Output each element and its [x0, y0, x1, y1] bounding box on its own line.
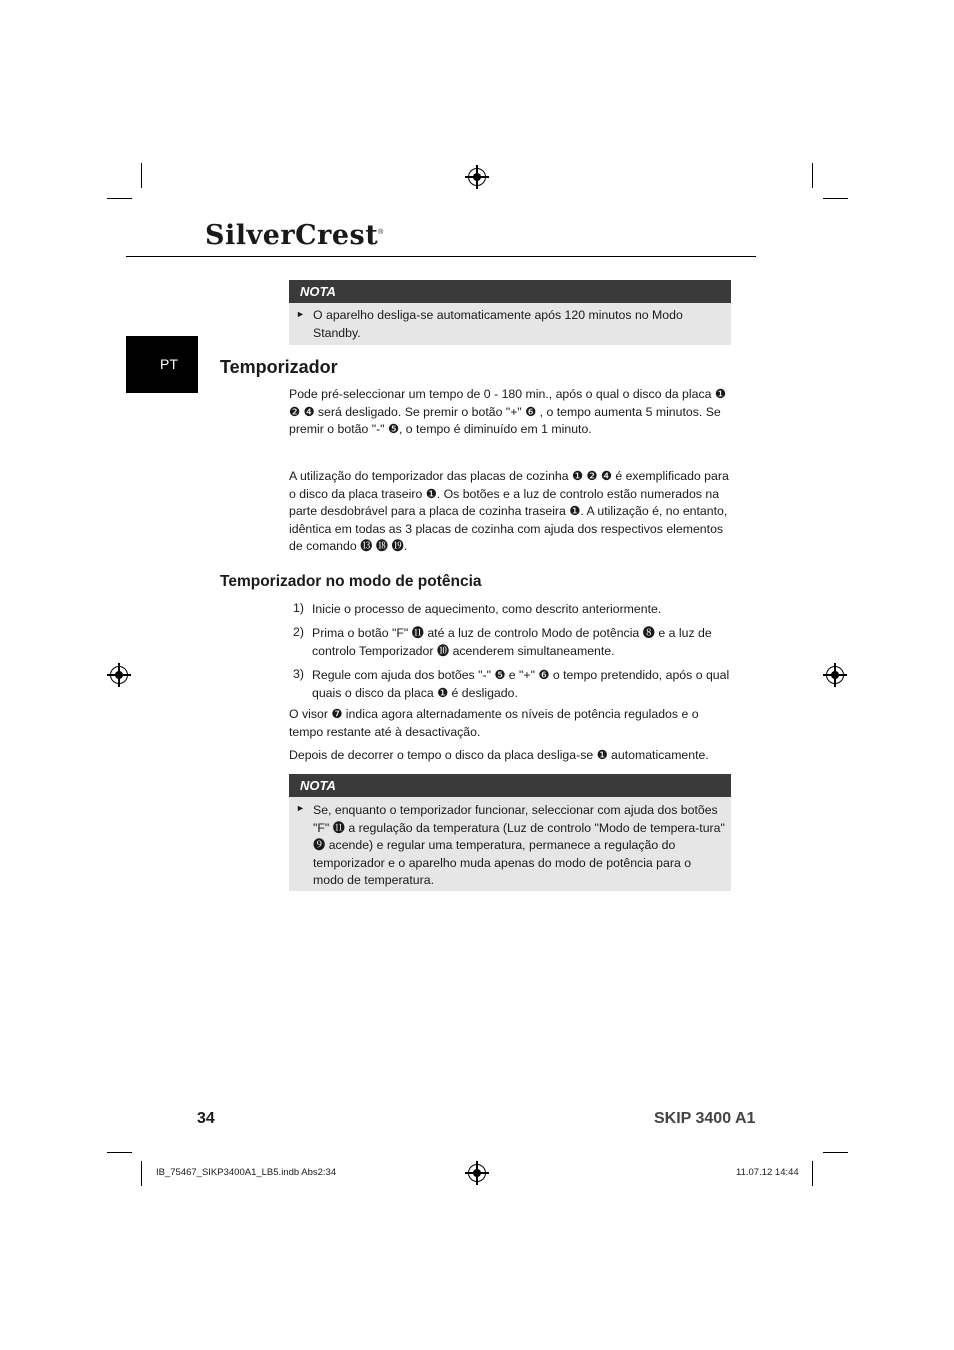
crop-mark [812, 1161, 813, 1186]
paragraph: Pode pré-seleccionar um tempo de 0 - 180 min., após o qual o disco da placa ❶ ❷ ❹ será desligado. Se premir o botão "+" ❻ , o tempo aumenta 5 minutos. Se premir o botão "-" ❺, o tempo é diminuído em 1 minuto. [289, 387, 726, 436]
section-title-power-timer: Temporizador no modo de potência [220, 573, 482, 590]
note-text: O aparelho desliga-se automaticamente após 120 minutos no Modo Standby. [313, 308, 683, 340]
print-slug-file: IB_75467_SIKP3400A1_LB5.indb Abs2:34 [156, 1167, 337, 1178]
registration-mark-icon [468, 168, 486, 186]
step-number: 1) [293, 601, 304, 615]
crop-mark [823, 198, 848, 199]
section-title-timer: Temporizador [220, 357, 338, 377]
crop-mark [141, 163, 142, 188]
paragraph: Depois de decorrer o tempo o disco da placa desliga-se ❶ automaticamente. [289, 748, 709, 762]
header-divider [126, 256, 756, 257]
note-header [289, 774, 731, 797]
brand-logo [205, 220, 384, 251]
bullet-arrow-icon: ► [296, 803, 305, 813]
bullet-arrow-icon: ► [296, 309, 305, 319]
language-tab [126, 336, 198, 393]
crop-mark [141, 1161, 142, 1186]
paragraph: O visor ❼ indica agora alternadamente os níveis de potência regulados e o tempo restante até à desactivação. [289, 707, 699, 739]
registration-mark-icon [468, 1164, 486, 1182]
paragraph: A utilização do temporizador das placas de cozinha ❶ ❷ ❹ é exemplificado para o disco da placa traseiro ❶. Os botões e a luz de controlo estão numerados na parte desdobrável para a placa de cozinha traseira ❶. A utilização é, no entanto, idêntica em todas as 3 placas de cozinha com ajuda dos respectivos elementos de comando ⓭ ⓲ ⓳. [289, 469, 729, 553]
language-tab-label: PT [160, 356, 178, 372]
model-name: SKIP 3400 A1 [654, 1110, 756, 1127]
registration-mark-icon [110, 666, 128, 684]
crop-mark [107, 1152, 132, 1153]
print-slug-date: 11.07.12 14:44 [736, 1167, 799, 1178]
trademark-mark: ® [378, 229, 384, 236]
step-text: Prima o botão "F" ⓫ até a luz de controlo Modo de potência ❽ e a luz de controlo Temporizador ❿ acenderem simultaneamente. [312, 626, 712, 658]
registration-mark-icon [826, 666, 844, 684]
crop-mark [823, 1152, 848, 1153]
note-title: NOTA [300, 778, 336, 793]
step-text: Regule com ajuda dos botões "-" ❺ e "+" ❻ o tempo pretendido, após o qual quais o disco da placa ❶ é desligado. [312, 668, 730, 700]
note-text: Se, enquanto o temporizador funcionar, seleccionar com ajuda dos botões "F" ⓫ a regulação da temperatura (Luz de controlo "Modo de tempera-tura" ❾ acende) e regular uma temperatura, permanece a regulação do temporizador e o aparelho muda apenas do modo de potência para o modo de temperatura. [313, 803, 725, 887]
step-number: 2) [293, 625, 304, 639]
brand-logo-text: SilverCrest [205, 220, 379, 251]
note-header [289, 280, 731, 303]
page-number: 34 [197, 1110, 215, 1127]
note-title: NOTA [300, 284, 336, 299]
crop-mark [107, 198, 132, 199]
crop-mark [812, 163, 813, 188]
step-number: 3) [293, 667, 304, 681]
note-body [289, 797, 731, 891]
step-text: Inicie o processo de aquecimento, como descrito anteriormente. [312, 602, 662, 616]
note-body [289, 303, 731, 345]
